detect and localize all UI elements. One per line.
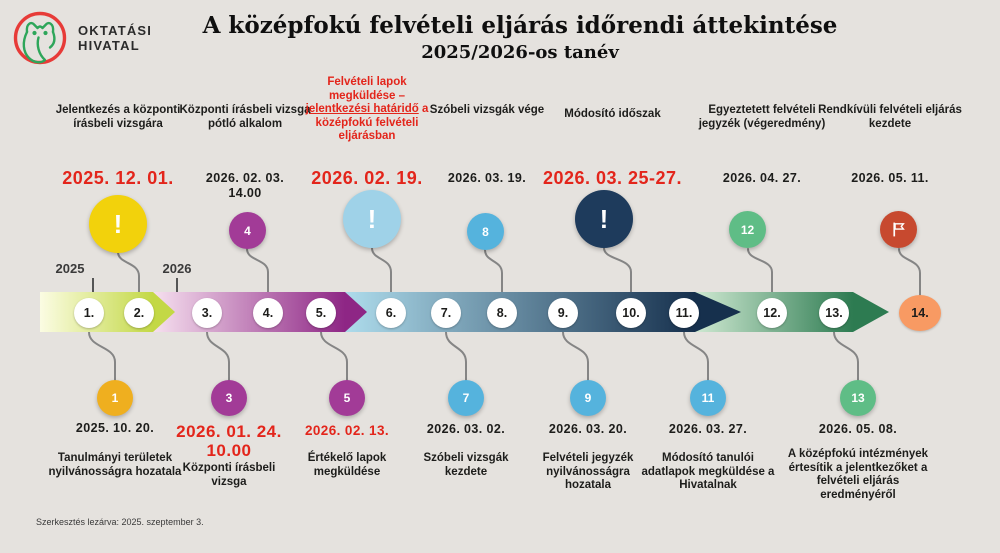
timeline-arrowhead-2 bbox=[345, 292, 367, 332]
owl-icon bbox=[12, 10, 68, 66]
milestone-circle-4 bbox=[467, 213, 504, 250]
top-event-3-label-post: a középfokú felvételi eljárásban bbox=[315, 103, 429, 142]
page-subtitle: 2025/2026-os tanév bbox=[421, 42, 619, 63]
timeline-step-6: 6. bbox=[376, 298, 406, 328]
page-title: A középfokú felvételi eljárás időrendi áttekintése bbox=[202, 12, 838, 39]
bottom-event-5-date: 2026. 03. 20. bbox=[548, 422, 628, 436]
timeline-step-4: 4. bbox=[253, 298, 283, 328]
top-event-6-label: Egyeztetett felvételi jegyzék (végeredmény) bbox=[698, 104, 826, 130]
exclamation-icon: ! bbox=[599, 203, 609, 234]
bottom-badge-5: 5 bbox=[329, 380, 365, 416]
top-event-2-label: Központi írásbeli vizsga pótló alkalom bbox=[179, 104, 311, 130]
bottom-event-3-date: 2026. 02. 13. bbox=[304, 423, 390, 438]
bottom-event-5-label: Felvételi jegyzék nyilvánosságra hozatala bbox=[542, 452, 634, 491]
top-event-3-label bbox=[297, 76, 437, 144]
logo-org-line1: OKTATÁSI bbox=[78, 23, 153, 38]
top-event-5-date: 2026. 03. 25-27. bbox=[542, 168, 683, 188]
bottom-event-4-label: Szóbeli vizsgák kezdete bbox=[423, 452, 509, 478]
bottom-event-2-time: 10.00 bbox=[206, 441, 252, 460]
bottom-event-2-date-line: 2026. 01. 24. bbox=[176, 422, 282, 441]
milestone-circle-2 bbox=[229, 212, 266, 249]
flag-icon bbox=[890, 221, 907, 238]
timeline-step-14: 14. bbox=[899, 295, 941, 331]
timeline-step-13: 13. bbox=[819, 298, 849, 328]
timeline-arrowhead-4 bbox=[853, 292, 889, 332]
top-event-4-date: 2026. 03. 19. bbox=[447, 171, 527, 185]
timeline-step-9: 9. bbox=[548, 298, 578, 328]
top-event-1-date: 2025. 12. 01. bbox=[62, 168, 174, 188]
milestone-circle-6 bbox=[729, 211, 766, 248]
bottom-badge-1: 1 bbox=[97, 380, 133, 416]
timeline-step-11: 11. bbox=[669, 298, 699, 328]
top-event-3-date: 2026. 02. 19. bbox=[311, 168, 423, 188]
bottom-badge-11: 11 bbox=[690, 380, 726, 416]
top-event-7-date: 2026. 05. 11. bbox=[851, 171, 929, 185]
timeline-step-12: 12. bbox=[757, 298, 787, 328]
bottom-event-2-label: Központi írásbeli vizsga bbox=[182, 462, 276, 488]
milestone-number: 12 bbox=[740, 222, 755, 237]
bottom-event-6-label: Módosító tanulói adatlapok megküldése a Hivatalnak bbox=[641, 452, 775, 491]
timeline-step-2: 2. bbox=[124, 298, 154, 328]
top-event-7-label: Rendkívüli felvételi eljárás kezdete bbox=[818, 104, 962, 130]
milestone-circle-5 bbox=[575, 190, 633, 248]
milestone-circle-3 bbox=[343, 190, 401, 248]
timeline-step-1: 1. bbox=[74, 298, 104, 328]
footer-note: Szerkesztés lezárva: 2025. szeptember 3. bbox=[36, 517, 204, 527]
top-event-3-label-underlined: jelentkezési határidő bbox=[305, 103, 419, 115]
milestone-circle-7 bbox=[880, 211, 917, 248]
bottom-event-6-date: 2026. 03. 27. bbox=[668, 422, 748, 436]
milestone-number: 8 bbox=[482, 224, 489, 239]
top-event-2-time: 14.00 bbox=[228, 186, 262, 200]
milestone-number: 4 bbox=[244, 223, 251, 238]
year-label-2026: 2026 bbox=[162, 261, 192, 276]
top-event-5-label: Módosító időszak bbox=[564, 108, 661, 120]
exclamation-icon: ! bbox=[113, 208, 123, 239]
top-event-1-label: Jelentkezés a központi írásbeli vizsgára bbox=[55, 104, 181, 130]
timeline-step-10: 10. bbox=[616, 298, 646, 328]
bottom-event-1-date: 2025. 10. 20. bbox=[75, 421, 155, 435]
exclamation-icon: ! bbox=[367, 203, 377, 234]
milestone-circle-1 bbox=[89, 195, 147, 253]
timeline-step-7: 7. bbox=[431, 298, 461, 328]
bottom-event-3-label: Értékelő lapok megküldése bbox=[307, 452, 387, 478]
timeline-step-8: 8. bbox=[487, 298, 517, 328]
year-ticks bbox=[93, 278, 177, 292]
bottom-badge-3: 3 bbox=[211, 380, 247, 416]
logo-org-line2: HIVATAL bbox=[78, 38, 140, 53]
top-event-4-label: Szóbeli vizsgák vége bbox=[429, 104, 545, 116]
bottom-badge-13: 13 bbox=[840, 380, 876, 416]
bottom-event-7-date: 2026. 05. 08. bbox=[818, 422, 898, 436]
timeline-step-3: 3. bbox=[192, 298, 222, 328]
logo-text bbox=[78, 23, 152, 53]
top-event-2-date-line: 2026. 02. 03. bbox=[205, 171, 285, 185]
timeline-arrowhead-3 bbox=[695, 292, 741, 332]
bottom-badge-9: 9 bbox=[570, 380, 606, 416]
bottom-event-7-label: A középfokú intézmények értesítik a jelentkezőket a felvételi eljárás eredményéről bbox=[787, 448, 929, 501]
top-event-3-label-pre: Felvételi lapok megküldése – bbox=[327, 76, 407, 102]
oktatasi-hivatal-logo bbox=[12, 10, 152, 66]
top-event-2-date bbox=[175, 171, 315, 201]
timeline-step-5: 5. bbox=[306, 298, 336, 328]
top-event-6-date: 2026. 04. 27. bbox=[722, 171, 802, 185]
bottom-badge-7: 7 bbox=[448, 380, 484, 416]
timeline-arrowhead-1 bbox=[153, 292, 175, 332]
bottom-event-1-label: Tanulmányi területek nyilvánosságra hozatala bbox=[48, 452, 182, 478]
year-label-2025: 2025 bbox=[55, 261, 85, 276]
bottom-event-4-date: 2026. 03. 02. bbox=[426, 422, 506, 436]
